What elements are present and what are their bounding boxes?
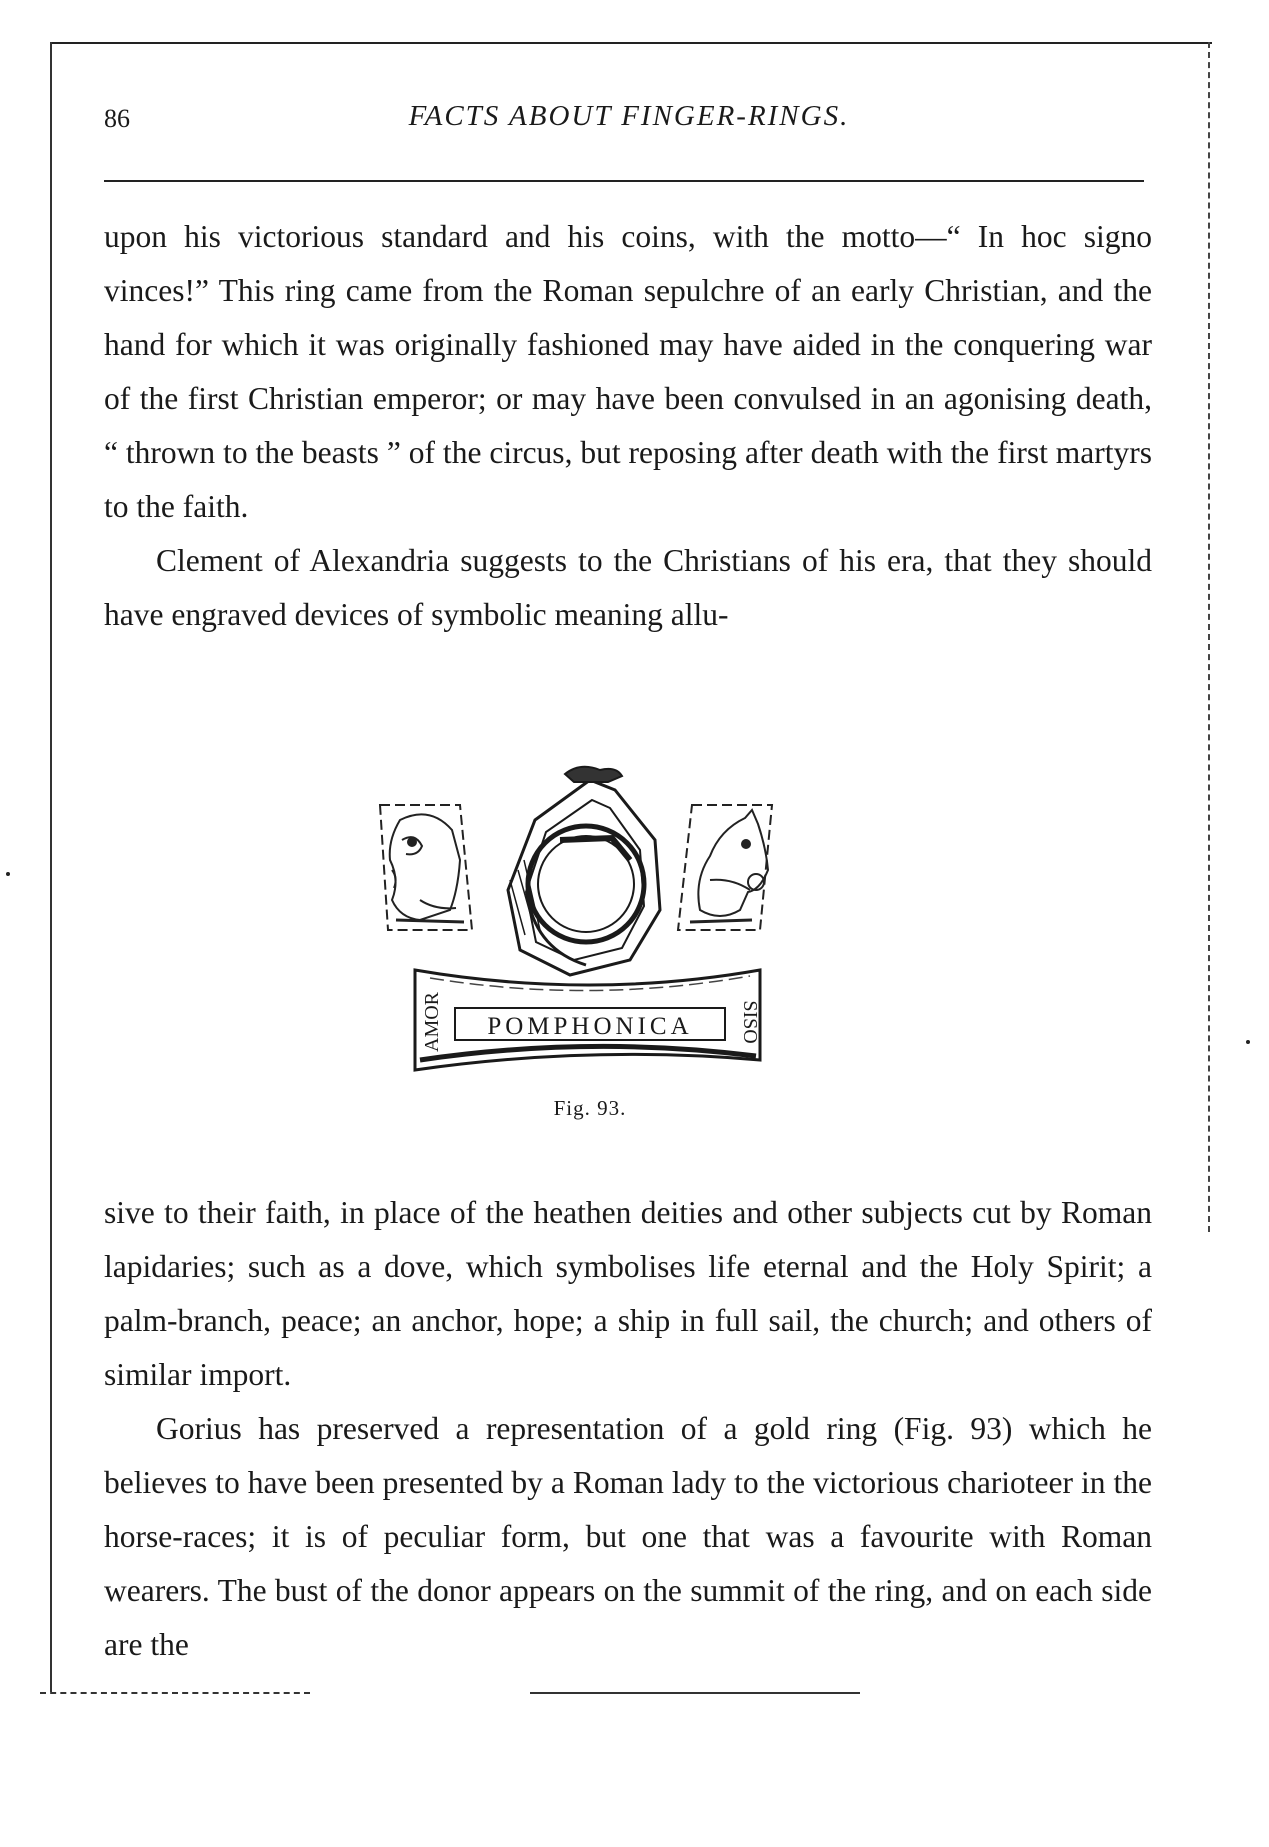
central-ring [508,767,660,975]
running-header [104,100,1154,140]
body-text-top [104,210,1152,642]
page-frame-right [1208,42,1210,1232]
scan-speck [6,872,10,876]
inscription-right: SISO [739,1000,761,1044]
page-frame-top [52,42,1212,44]
paragraph: Gorius has preserved a representation of a gold ring (Fig. 93) which he believes to have been presented by a Roman lady to the victorious charioteer in the horse-races; it is of peculiar form, but one that was a favourite with Roman wearers. The bust of the donor appears on the summit of the ring, and on each side are the [104,1411,1152,1662]
paragraph: Clement of Alexandria suggests to the Christians of his era, that they should have engraved devices of symbolic meaning allu- [104,543,1152,632]
right-horse-head-panel [678,805,772,930]
figure-ring-illustration [360,760,820,1120]
body-text-bottom [104,1186,1152,1672]
inscription-center: POMPHONICA [487,1013,693,1040]
page-frame-left [50,42,52,1692]
left-horse-head-panel [380,805,472,930]
paragraph: sive to their faith, in place of the heathen deities and other subjects cut by Roman lapidaries; such as a dove, which symbolises life eternal and the Holy Spirit; a palm-branch, peace; an anchor, hope; a ship in full sail, the church; and others of similar import. [104,1195,1152,1392]
page-number: 86 [104,104,130,133]
page-frame-bottom-left [40,1692,310,1694]
header-rule [104,180,1144,182]
page-frame-bottom-right [530,1692,860,1694]
paragraph: upon his victorious standard and his coins, with the motto—“ In hoc signo vinces!” This ring came from the Roman sepulchre of an early Christian, and the hand for which it was originally fashioned may have aided in the conquering war of the first Christian emperor; or may have been convulsed in an agonising death, “ thrown to the beasts ” of the circus, but reposing after death with the first martyrs to the faith. [104,219,1152,524]
scan-speck [1246,1040,1250,1044]
gold-ring-with-horse-heads-icon [360,760,820,1090]
inscription-left: AMOR [421,991,443,1053]
running-title: FACTS ABOUT FINGER-RINGS. [408,100,850,132]
figure-caption: Fig. 93. [553,1096,627,1120]
